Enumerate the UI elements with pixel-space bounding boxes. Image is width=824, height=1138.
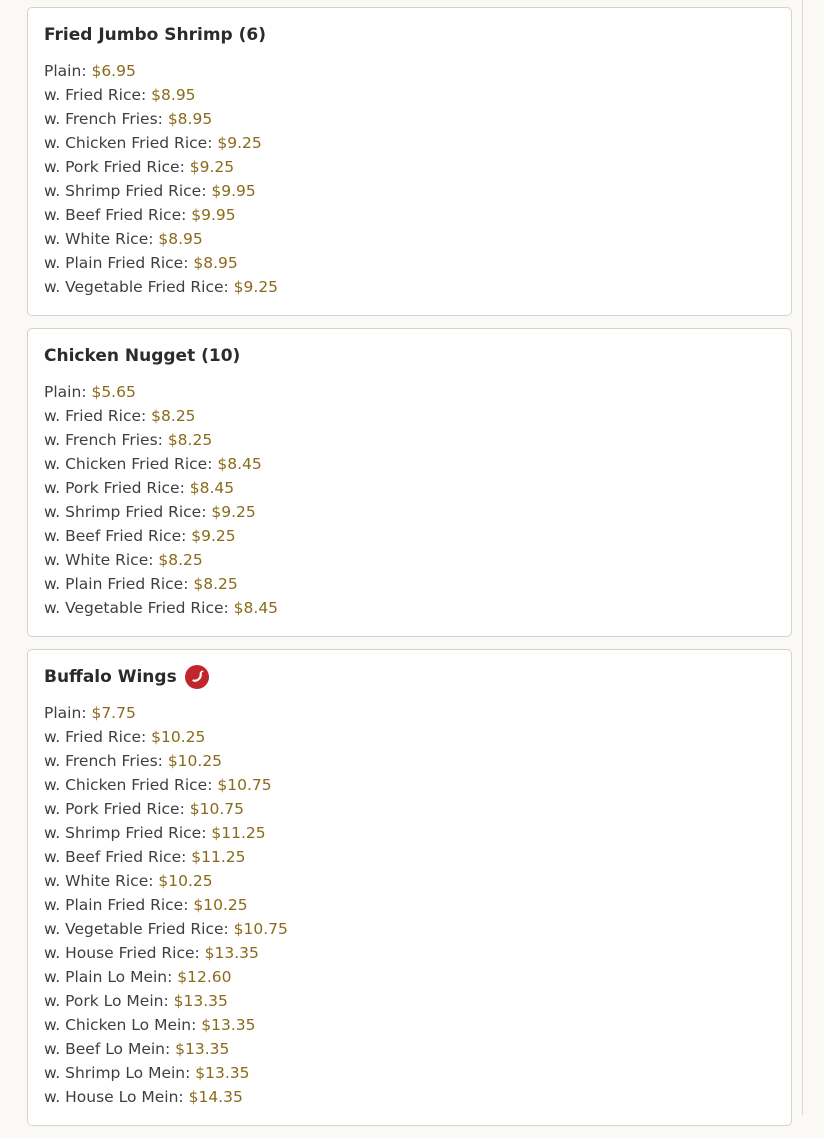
option-label: w. Plain Lo Mein: [44,968,173,986]
option-label: w. Shrimp Fried Rice: [44,182,207,200]
price-option[interactable] [44,1085,775,1109]
menu-item-title [44,23,775,47]
price-option[interactable] [44,428,775,452]
option-label: w. Chicken Fried Rice: [44,455,213,473]
option-label: w. Fried Rice: [44,728,147,746]
option-price: $8.95 [158,230,203,248]
option-price: $13.35 [204,944,259,962]
price-option[interactable] [44,131,775,155]
option-price: $9.25 [189,158,235,176]
menu-item-title [44,344,775,368]
menu-item-name: Fried Jumbo Shrimp (6) [44,25,266,45]
price-option[interactable] [44,869,775,893]
option-price: $10.75 [189,800,244,818]
option-price: $6.95 [91,62,136,80]
price-option[interactable] [44,917,775,941]
option-label: w. Vegetable Fried Rice: [44,920,229,938]
price-option[interactable] [44,845,775,869]
price-option[interactable] [44,965,775,989]
price-option[interactable] [44,251,775,275]
option-label: w. Beef Fried Rice: [44,527,187,545]
option-price: $8.25 [167,431,213,449]
option-price: $9.95 [191,206,236,224]
option-price: $11.25 [211,824,266,842]
option-label: w. Vegetable Fried Rice: [44,599,229,617]
option-label: w. Chicken Fried Rice: [44,134,213,152]
price-option[interactable] [44,1013,775,1037]
option-price: $8.25 [158,551,203,569]
price-option[interactable] [44,107,775,131]
price-option[interactable] [44,476,775,500]
option-price: $13.35 [201,1016,256,1034]
option-label: w. Fried Rice: [44,407,147,425]
option-label: w. White Rice: [44,551,154,569]
price-option[interactable] [44,797,775,821]
option-label: Plain: [44,383,87,401]
price-option[interactable] [44,572,775,596]
option-price: $8.25 [193,575,238,593]
menu-item-name: Buffalo Wings [44,667,177,687]
price-option[interactable] [44,59,775,83]
page-right-border [802,0,803,1115]
price-option[interactable] [44,725,775,749]
price-option[interactable] [44,941,775,965]
option-label: w. Pork Lo Mein: [44,992,169,1010]
price-option[interactable] [44,989,775,1013]
option-price: $13.35 [173,992,228,1010]
option-label: Plain: [44,704,87,722]
option-price: $9.25 [217,134,262,152]
menu-item-list [27,7,792,1138]
option-price: $5.65 [91,383,136,401]
menu-item-card[interactable] [27,328,792,637]
option-price: $10.75 [233,920,288,938]
option-price: $7.75 [91,704,136,722]
option-price: $8.95 [151,86,196,104]
price-option[interactable] [44,596,775,620]
option-price: $13.35 [175,1040,230,1058]
price-option[interactable] [44,893,775,917]
option-price: $9.25 [233,278,279,296]
option-label: w. Vegetable Fried Rice: [44,278,229,296]
option-label: w. House Fried Rice: [44,944,200,962]
option-price: $10.25 [167,752,223,770]
option-label: Plain: [44,62,87,80]
option-price: $8.25 [151,407,196,425]
option-price: $10.25 [151,728,206,746]
option-price: $10.25 [158,872,213,890]
option-label: w. Beef Fried Rice: [44,848,187,866]
option-price: $8.45 [217,455,262,473]
option-price: $11.25 [191,848,246,866]
option-label: w. Shrimp Lo Mein: [44,1064,191,1082]
option-label: w. Beef Fried Rice: [44,206,187,224]
option-label: w. French Fries: [44,752,163,770]
price-option[interactable] [44,500,775,524]
price-option[interactable] [44,179,775,203]
option-price: $9.25 [191,527,236,545]
option-price: $10.25 [193,896,248,914]
option-label: w. French Fries: [44,110,163,128]
price-option[interactable] [44,83,775,107]
option-label: w. Plain Fried Rice: [44,254,189,272]
option-price: $8.45 [189,479,235,497]
menu-item-title [44,665,775,689]
option-label: w. Pork Fried Rice: [44,800,185,818]
option-price: $8.45 [233,599,279,617]
option-price: $9.95 [211,182,256,200]
price-option[interactable] [44,1061,775,1085]
menu-item-card[interactable] [27,649,792,1126]
option-label: w. House Lo Mein: [44,1088,184,1106]
price-option[interactable] [44,524,775,548]
option-price: $13.35 [195,1064,250,1082]
price-option[interactable] [44,404,775,428]
option-label: w. White Rice: [44,872,154,890]
option-label: w. French Fries: [44,431,163,449]
option-label: w. Shrimp Fried Rice: [44,503,207,521]
price-option[interactable] [44,452,775,476]
price-option[interactable] [44,773,775,797]
price-option[interactable] [44,155,775,179]
price-option[interactable] [44,1037,775,1061]
price-option[interactable] [44,203,775,227]
option-label: w. White Rice: [44,230,154,248]
option-label: w. Pork Fried Rice: [44,479,185,497]
option-price: $8.95 [193,254,238,272]
price-option[interactable] [44,749,775,773]
option-label: w. Fried Rice: [44,86,147,104]
option-label: w. Shrimp Fried Rice: [44,824,207,842]
price-option[interactable] [44,227,775,251]
option-label: w. Pork Fried Rice: [44,158,185,176]
price-option[interactable] [44,701,775,725]
price-option[interactable] [44,275,775,299]
option-price: $14.35 [188,1088,243,1106]
option-label: w. Chicken Fried Rice: [44,776,213,794]
option-label: w. Plain Fried Rice: [44,575,189,593]
option-price: $8.95 [167,110,213,128]
menu-item-card[interactable] [27,7,792,316]
chili-pepper-icon [185,665,209,689]
option-price: $9.25 [211,503,256,521]
option-label: w. Beef Lo Mein: [44,1040,171,1058]
option-price: $10.75 [217,776,272,794]
option-label: w. Chicken Lo Mein: [44,1016,197,1034]
menu-item-name: Chicken Nugget (10) [44,346,241,366]
price-option[interactable] [44,821,775,845]
price-option[interactable] [44,548,775,572]
price-option[interactable] [44,380,775,404]
option-label: w. Plain Fried Rice: [44,896,189,914]
option-price: $12.60 [177,968,232,986]
